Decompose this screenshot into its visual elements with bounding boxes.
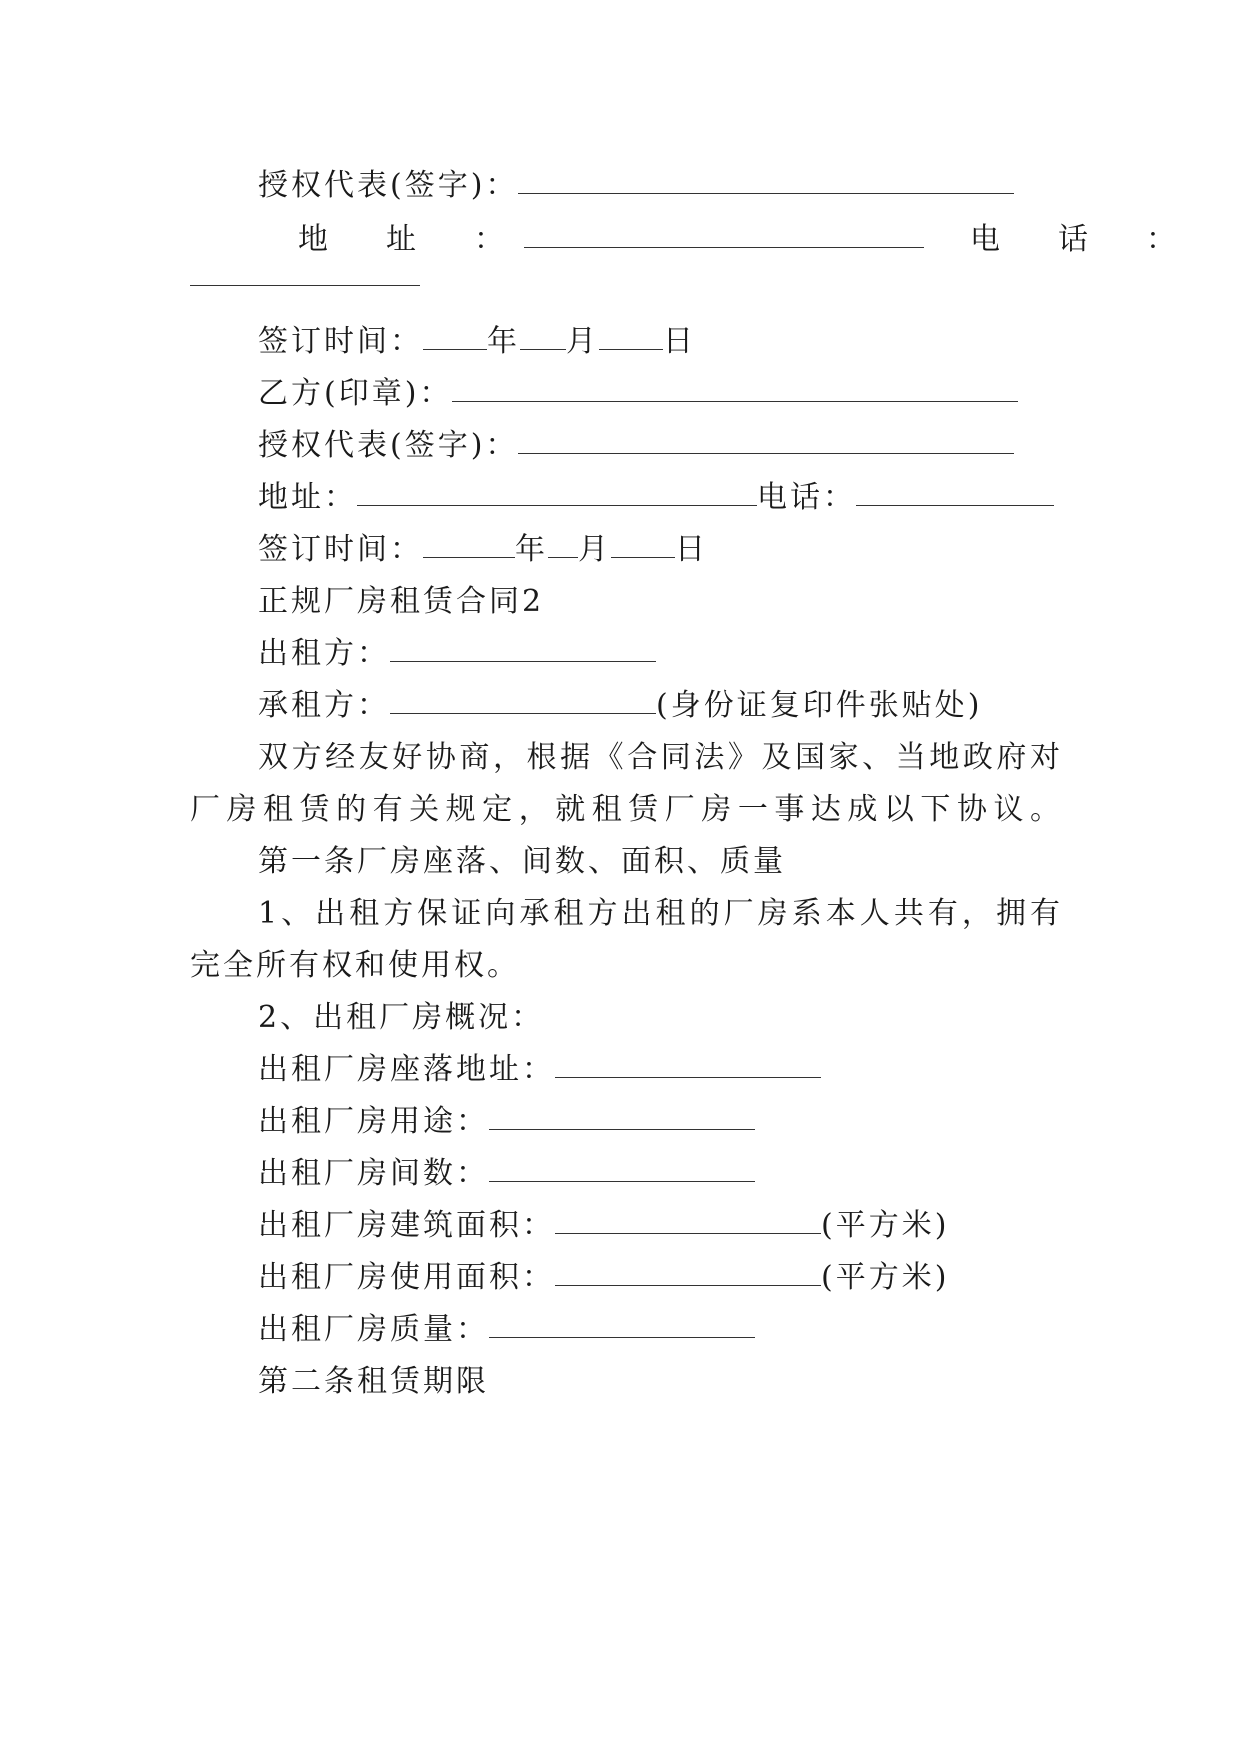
clause-2-title	[258, 998, 1060, 1038]
clause-1-line-2	[190, 946, 1060, 986]
auth-rep-line-2	[258, 426, 1060, 466]
year-blank-1[interactable]	[423, 322, 487, 362]
address-label-2: 地址：	[258, 480, 357, 515]
lessee-label: 承租方：	[258, 688, 390, 723]
auth-rep-line-1	[258, 166, 1060, 206]
address-label-1: 地 址 ：	[298, 222, 518, 257]
phone-wrap-line-1	[190, 258, 1060, 298]
day-label-1: 日	[663, 324, 696, 359]
sign-time-label-1: 签订时间：	[258, 324, 423, 359]
party-b-label: 乙方(印章)：	[258, 376, 453, 411]
lessor-label: 出租方：	[258, 636, 390, 671]
month-label-2: 月	[578, 532, 611, 567]
year-blank-2[interactable]	[423, 530, 515, 570]
usage-line	[258, 1102, 1060, 1142]
auth-rep-label-1: 授权代表(签字)：	[258, 168, 519, 203]
lessee-blank[interactable]	[390, 686, 656, 726]
auth-rep-blank-2[interactable]	[518, 426, 1014, 466]
usable-area-label: 出租厂房使用面积：	[258, 1260, 555, 1295]
usage-blank[interactable]	[489, 1102, 755, 1142]
usage-label: 出租厂房用途：	[258, 1104, 489, 1139]
party-b-blank[interactable]	[452, 374, 1018, 414]
rooms-label: 出租厂房间数：	[258, 1156, 489, 1191]
day-label-2: 日	[675, 532, 708, 567]
address-blank-1[interactable]	[524, 220, 924, 260]
building-area-blank[interactable]	[555, 1206, 821, 1246]
article-1-title	[258, 842, 1060, 882]
building-area-line	[258, 1206, 1060, 1246]
sign-time-line-1	[258, 322, 1060, 362]
contract-title-text: 正规厂房租赁合同2	[258, 584, 545, 619]
auth-rep-blank-1[interactable]	[518, 166, 1014, 206]
usable-area-line	[258, 1258, 1060, 1298]
location-blank[interactable]	[555, 1050, 821, 1090]
quality-blank[interactable]	[489, 1310, 755, 1350]
auth-rep-label-2: 授权代表(签字)：	[258, 428, 519, 463]
quality-line	[258, 1310, 1060, 1350]
clause-1-line-1: 1、出租方保证向承租方出租的厂房系本人共有，拥有	[258, 896, 1060, 931]
phone-blank-1[interactable]	[190, 258, 420, 298]
lessor-line	[258, 634, 1060, 674]
clause-1-line-2-text: 完全所有权和使用权。	[190, 948, 520, 983]
article-1-title-text: 第一条厂房座落、间数、面积、质量	[258, 844, 786, 879]
article-2-title-text: 第二条租赁期限	[258, 1364, 489, 1399]
party-b-line	[258, 374, 1060, 414]
location-label: 出租厂房座落地址：	[258, 1052, 555, 1087]
location-line	[258, 1050, 1060, 1090]
article-2-title	[258, 1362, 1060, 1402]
day-blank-1[interactable]	[599, 322, 663, 362]
intro-line-1: 双方经友好协商，根据《合同法》及国家、当地政府对	[258, 740, 1060, 775]
rooms-blank[interactable]	[489, 1154, 755, 1194]
sqm-unit-1: (平方米)	[821, 1208, 950, 1243]
usable-area-blank[interactable]	[555, 1258, 821, 1298]
intro-line-2: 厂房租赁的有关规定，就租赁厂房一事达成以下协议。	[190, 792, 1060, 827]
id-copy-note: (身份证复印件张贴处)	[656, 688, 983, 723]
phone-label-2: 电话：	[757, 480, 856, 515]
rooms-line	[258, 1154, 1060, 1194]
address-phone-line-1	[258, 220, 1190, 260]
address-blank-2[interactable]	[357, 478, 757, 518]
day-blank-2[interactable]	[611, 530, 675, 570]
phone-blank-2[interactable]	[856, 478, 1054, 518]
address-phone-line-2	[258, 478, 1060, 518]
lessee-line	[258, 686, 1060, 726]
month-blank-1[interactable]	[520, 322, 566, 362]
sign-time-label-2: 签订时间：	[258, 532, 423, 567]
sign-time-line-2	[258, 530, 1060, 570]
phone-label-1: 电 话 ：	[970, 222, 1190, 257]
building-area-label: 出租厂房建筑面积：	[258, 1208, 555, 1243]
quality-label: 出租厂房质量：	[258, 1312, 489, 1347]
year-label-2: 年	[515, 532, 548, 567]
lessor-blank[interactable]	[390, 634, 656, 674]
clause-2-title-text: 2、出租厂房概况：	[258, 1000, 545, 1035]
month-blank-2[interactable]	[548, 530, 578, 570]
year-label-1: 年	[487, 324, 520, 359]
contract-title	[258, 582, 1060, 622]
month-label-1: 月	[566, 324, 599, 359]
sqm-unit-2: (平方米)	[821, 1260, 950, 1295]
